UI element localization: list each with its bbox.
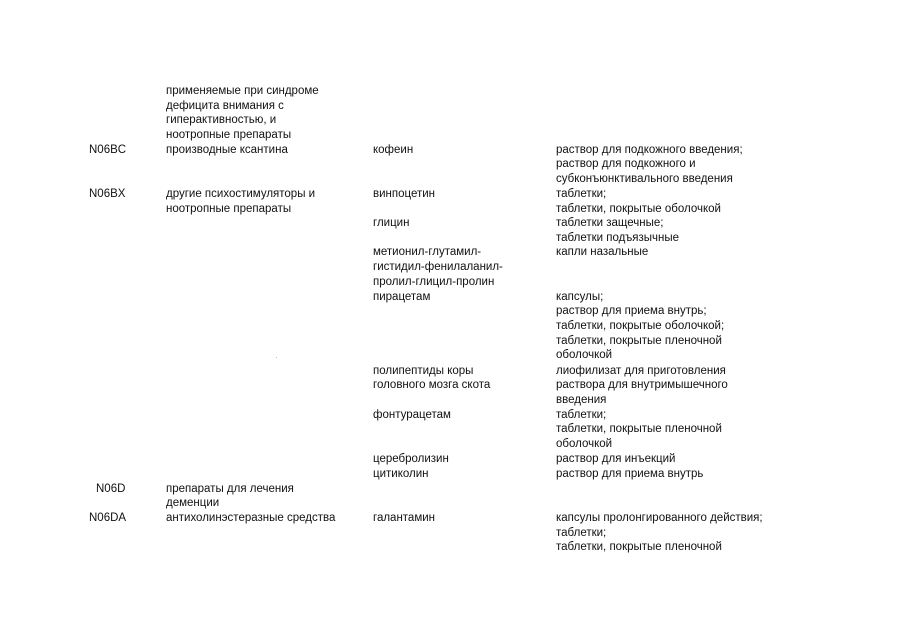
drug-name: гистидил-фенилаланил- bbox=[373, 261, 503, 273]
drug-name: церебролизин bbox=[373, 453, 449, 465]
dosage-form: раствора для внутримышечного bbox=[556, 379, 728, 391]
dosage-form: таблетки, покрытые оболочкой; bbox=[556, 320, 725, 332]
group-text: препараты для лечения bbox=[166, 483, 294, 495]
drug-name: глицин bbox=[373, 217, 410, 229]
drug-name: винпоцетин bbox=[373, 188, 436, 200]
drug-name: метионил-глутамил- bbox=[373, 246, 482, 258]
dosage-form: таблетки подъязычные bbox=[556, 232, 680, 244]
dosage-form: введения bbox=[556, 394, 607, 406]
dosage-form: таблетки, покрытые оболочкой bbox=[556, 203, 721, 215]
dosage-form: таблетки; bbox=[556, 527, 607, 539]
dosage-form: таблетки; bbox=[556, 409, 607, 421]
dosage-form: раствор для подкожного и bbox=[556, 158, 696, 170]
group-text: ноотропные препараты bbox=[166, 129, 292, 141]
drug-name: полипептиды коры bbox=[373, 365, 474, 377]
group-text: дефицита внимания с bbox=[166, 100, 284, 112]
dosage-form: таблетки; bbox=[556, 188, 607, 200]
drug-name: головного мозга скота bbox=[373, 379, 491, 391]
drug-name: цитиколин bbox=[373, 468, 429, 480]
dosage-form: раствор для инъекций bbox=[556, 453, 676, 465]
group-text: деменции bbox=[166, 497, 220, 509]
atc-code: N06BX bbox=[89, 188, 126, 200]
dosage-form: раствор для приема внутрь bbox=[556, 468, 704, 480]
drug-name: пирацетам bbox=[373, 291, 431, 303]
group-text: антихолинэстеразные средства bbox=[166, 512, 336, 524]
group-text: ноотропные препараты bbox=[166, 203, 292, 215]
dosage-form: таблетки, покрытые пленочной bbox=[556, 423, 722, 435]
scan-speck bbox=[276, 357, 277, 358]
drug-name: пролил-глицил-пролин bbox=[373, 276, 495, 288]
dosage-form: капсулы; bbox=[556, 291, 604, 303]
dosage-form: раствор для приема внутрь; bbox=[556, 305, 707, 317]
group-text: другие психостимуляторы и bbox=[166, 188, 316, 200]
group-text: применяемые при синдроме bbox=[166, 85, 319, 97]
group-text: гиперактивностью, и bbox=[166, 114, 277, 126]
group-text: производные ксантина bbox=[166, 144, 288, 156]
dosage-form: оболочкой bbox=[556, 438, 613, 450]
dosage-form: раствор для подкожного введения; bbox=[556, 144, 743, 156]
drug-name: кофеин bbox=[373, 144, 414, 156]
dosage-form: капли назальные bbox=[556, 246, 649, 258]
dosage-form: таблетки, покрытые пленочной bbox=[556, 335, 722, 347]
dosage-form: оболочкой bbox=[556, 349, 613, 361]
dosage-form: таблетки, покрытые пленочной bbox=[556, 541, 722, 553]
drug-name: галантамин bbox=[373, 512, 436, 524]
atc-code: N06DA bbox=[89, 512, 127, 524]
atc-code: N06BC bbox=[89, 144, 127, 156]
dosage-form: субконъюнктивального введения bbox=[556, 173, 733, 185]
dosage-form: лиофилизат для приготовления bbox=[556, 365, 726, 377]
drug-name: фонтурацетам bbox=[373, 409, 451, 421]
atc-code: N06D bbox=[96, 483, 126, 495]
dosage-form: таблетки защечные; bbox=[556, 217, 664, 229]
dosage-form: капсулы пролонгированного действия; bbox=[556, 512, 763, 524]
